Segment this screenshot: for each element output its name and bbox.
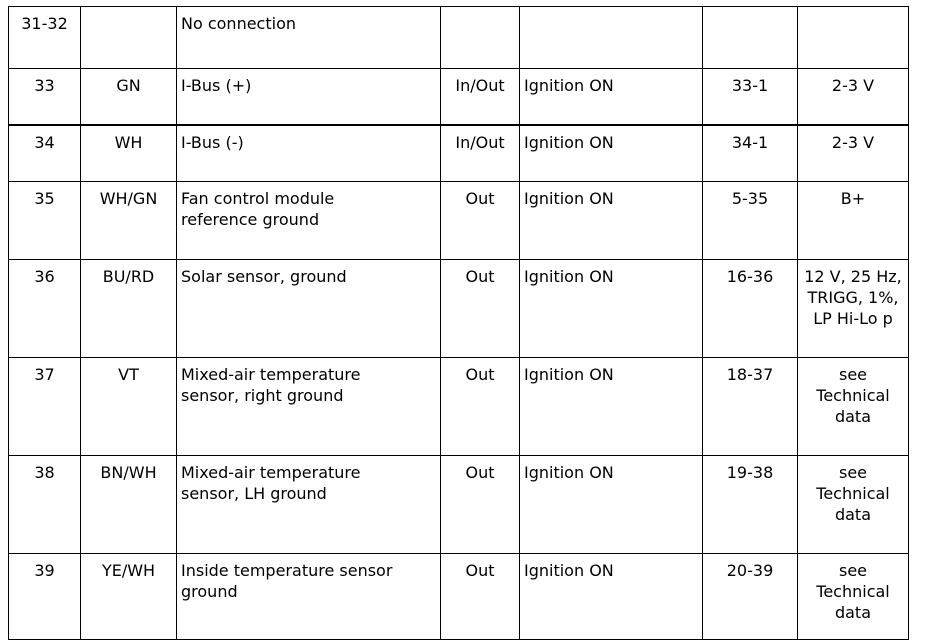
condition-cell: Ignition ON [520,125,703,182]
pin-assignment-table [8,6,909,640]
table-row [9,456,909,554]
description-cell: No connection [177,7,441,69]
direction-cell: In/Out [441,69,520,125]
value-cell: see Technical data [798,358,909,456]
measure-point-cell: 34-1 [703,125,798,182]
direction-cell: Out [441,456,520,554]
pin-cell: 39 [9,554,81,640]
direction-cell [441,7,520,69]
value-cell: 2-3 V [798,69,909,125]
pin-cell: 31-32 [9,7,81,69]
measure-point-cell [703,7,798,69]
wire-color-cell: VT [81,358,177,456]
wire-color-cell: GN [81,69,177,125]
condition-cell: Ignition ON [520,69,703,125]
condition-cell: Ignition ON [520,260,703,358]
description-cell: I-Bus (+) [177,69,441,125]
description-cell: Solar sensor, ground [177,260,441,358]
value-cell: 2-3 V [798,125,909,182]
direction-cell: Out [441,182,520,260]
value-cell [798,7,909,69]
description-cell: Mixed-air temperature sensor, LH ground [177,456,441,554]
value-cell: 12 V, 25 Hz, TRIGG, 1%, LP Hi-Lo p [798,260,909,358]
condition-cell [520,7,703,69]
table-row [9,182,909,260]
table-row [9,260,909,358]
table-row [9,125,909,182]
direction-cell: Out [441,554,520,640]
condition-cell: Ignition ON [520,358,703,456]
pin-cell: 37 [9,358,81,456]
wire-color-cell: BU/RD [81,260,177,358]
condition-cell: Ignition ON [520,182,703,260]
wire-color-cell: WH/GN [81,182,177,260]
pin-cell: 33 [9,69,81,125]
value-cell: see Technical data [798,554,909,640]
table-row [9,358,909,456]
pin-cell: 34 [9,125,81,182]
measure-point-cell: 19-38 [703,456,798,554]
pin-cell: 36 [9,260,81,358]
table-row [9,554,909,640]
description-cell: Inside temperature sensor ground [177,554,441,640]
wire-color-cell: WH [81,125,177,182]
value-cell: see Technical data [798,456,909,554]
measure-point-cell: 33-1 [703,69,798,125]
wire-color-cell: YE/WH [81,554,177,640]
table-row [9,7,909,69]
measure-point-cell: 20-39 [703,554,798,640]
description-cell: Fan control module reference ground [177,182,441,260]
pin-cell: 35 [9,182,81,260]
table-row [9,69,909,125]
direction-cell: In/Out [441,125,520,182]
wire-color-cell: BN/WH [81,456,177,554]
direction-cell: Out [441,260,520,358]
condition-cell: Ignition ON [520,554,703,640]
measure-point-cell: 16-36 [703,260,798,358]
description-cell: I-Bus (-) [177,125,441,182]
pin-cell: 38 [9,456,81,554]
value-cell: B+ [798,182,909,260]
measure-point-cell: 5-35 [703,182,798,260]
direction-cell: Out [441,358,520,456]
description-cell: Mixed-air temperature sensor, right ground [177,358,441,456]
measure-point-cell: 18-37 [703,358,798,456]
condition-cell: Ignition ON [520,456,703,554]
wire-color-cell [81,7,177,69]
